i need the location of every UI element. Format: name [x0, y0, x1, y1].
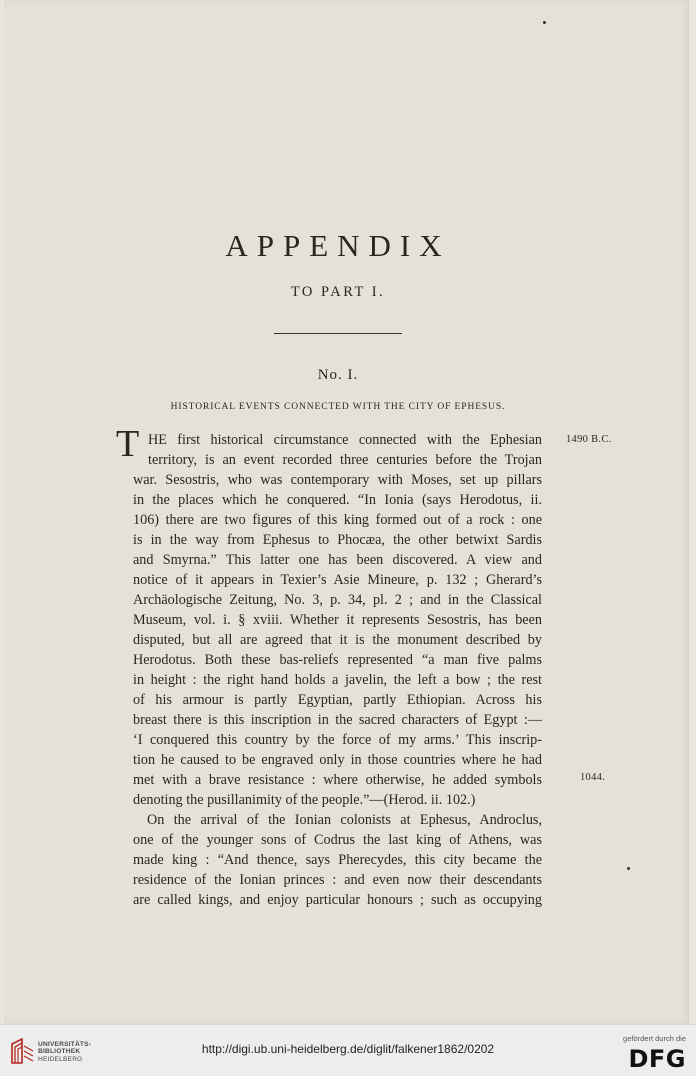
body-line: territory, is an event recorded three centuries before the Trojan: [148, 452, 542, 468]
body-line: residence of the Ionian princes : and even now their descendants: [133, 872, 542, 888]
body-line: Museum, vol. i. § xviii. Whether it represents Sesostris, has been: [133, 612, 542, 628]
body-line: denoting the pusillanimity of the people.”—(Herod. ii. 102.): [133, 792, 476, 808]
title-divider: [274, 333, 402, 334]
body-line: is in the way from Ephesus to Phocæa, the other betwixt Sardis: [133, 532, 542, 548]
body-line: notice of it appears in Texier’s Asie Mineure, p. 132 ; Gherard’s: [133, 572, 542, 588]
library-name-line: BIBLIOTHEK: [38, 1048, 81, 1056]
section-heading: HISTORICAL EVENTS CONNECTED WITH THE CITY OF EPHESUS.: [170, 402, 506, 412]
section-number: No. I.: [317, 367, 359, 383]
body-line: in the places which he conquered. “In Ionia (says Herodotus, ii.: [133, 492, 542, 508]
paper-speck: [543, 21, 546, 24]
body-line: and Smyrna.” This latter one has been discovered. A view and: [133, 552, 542, 568]
body-line: Archäologische Zeitung, No. 3, p. 34, pl. 2 ; and in the Classical: [133, 592, 542, 608]
body-line: tion he caused to be engraved only in those countries where he had: [133, 752, 542, 768]
body-line: met with a brave resistance : where otherwise, he added symbols: [133, 772, 542, 788]
page-title: APPENDIX: [225, 228, 451, 263]
margin-date: 1490 B.C.: [566, 434, 612, 445]
body-line: disputed, but all are agreed that it is the monument described by: [133, 632, 542, 648]
body-line: one of the younger sons of Codrus the last king of Athens, was: [133, 832, 542, 848]
body-line: HE first historical circumstance connected with the Ephesian: [148, 432, 542, 448]
margin-date: 1044.: [580, 772, 606, 783]
library-name-line: UNIVERSITÄTS-: [38, 1041, 92, 1048]
body-line: are called kings, and enjoy particular honours ; such as occupying: [133, 892, 542, 908]
body-line: in height : the right hand holds a javelin, the left a bow ; the rest: [133, 672, 542, 688]
body-line: war. Sesostris, who was contemporary with Moses, set up pillars: [133, 472, 542, 488]
drop-cap: T: [116, 423, 140, 465]
paper-speck: [627, 867, 630, 870]
body-line: Herodotus. Both these bas-reliefs represented “a man five palms: [133, 652, 542, 668]
body-line: ‘I conquered this country by the force of my arms.’ This inscrip-: [133, 732, 542, 748]
library-name-line: HEIDELBERG: [38, 1055, 83, 1063]
body-line: 106) there are two figures of this king formed out of a rock : one: [133, 512, 542, 528]
source-url-link[interactable]: http://digi.ub.uni-heidelberg.de/diglit/falkener1862/0202: [201, 1042, 495, 1056]
body-line: On the arrival of the Ionian colonists at Ephesus, Androclus,: [147, 812, 542, 828]
body-line: breast there is this inscription in the sacred characters of Egypt :—: [133, 712, 542, 728]
viewer-footer: [0, 1024, 696, 1076]
dfg-logo: DFG: [628, 1045, 686, 1073]
body-line: made king : “And thence, says Pherecydes, this city became the: [133, 852, 542, 868]
sponsor-label: gefördert durch die: [623, 1034, 686, 1043]
page-subtitle: TO PART I.: [290, 284, 386, 300]
body-line: of his armour is partly Egyptian, partly Ethiopian. Across his: [133, 692, 542, 708]
